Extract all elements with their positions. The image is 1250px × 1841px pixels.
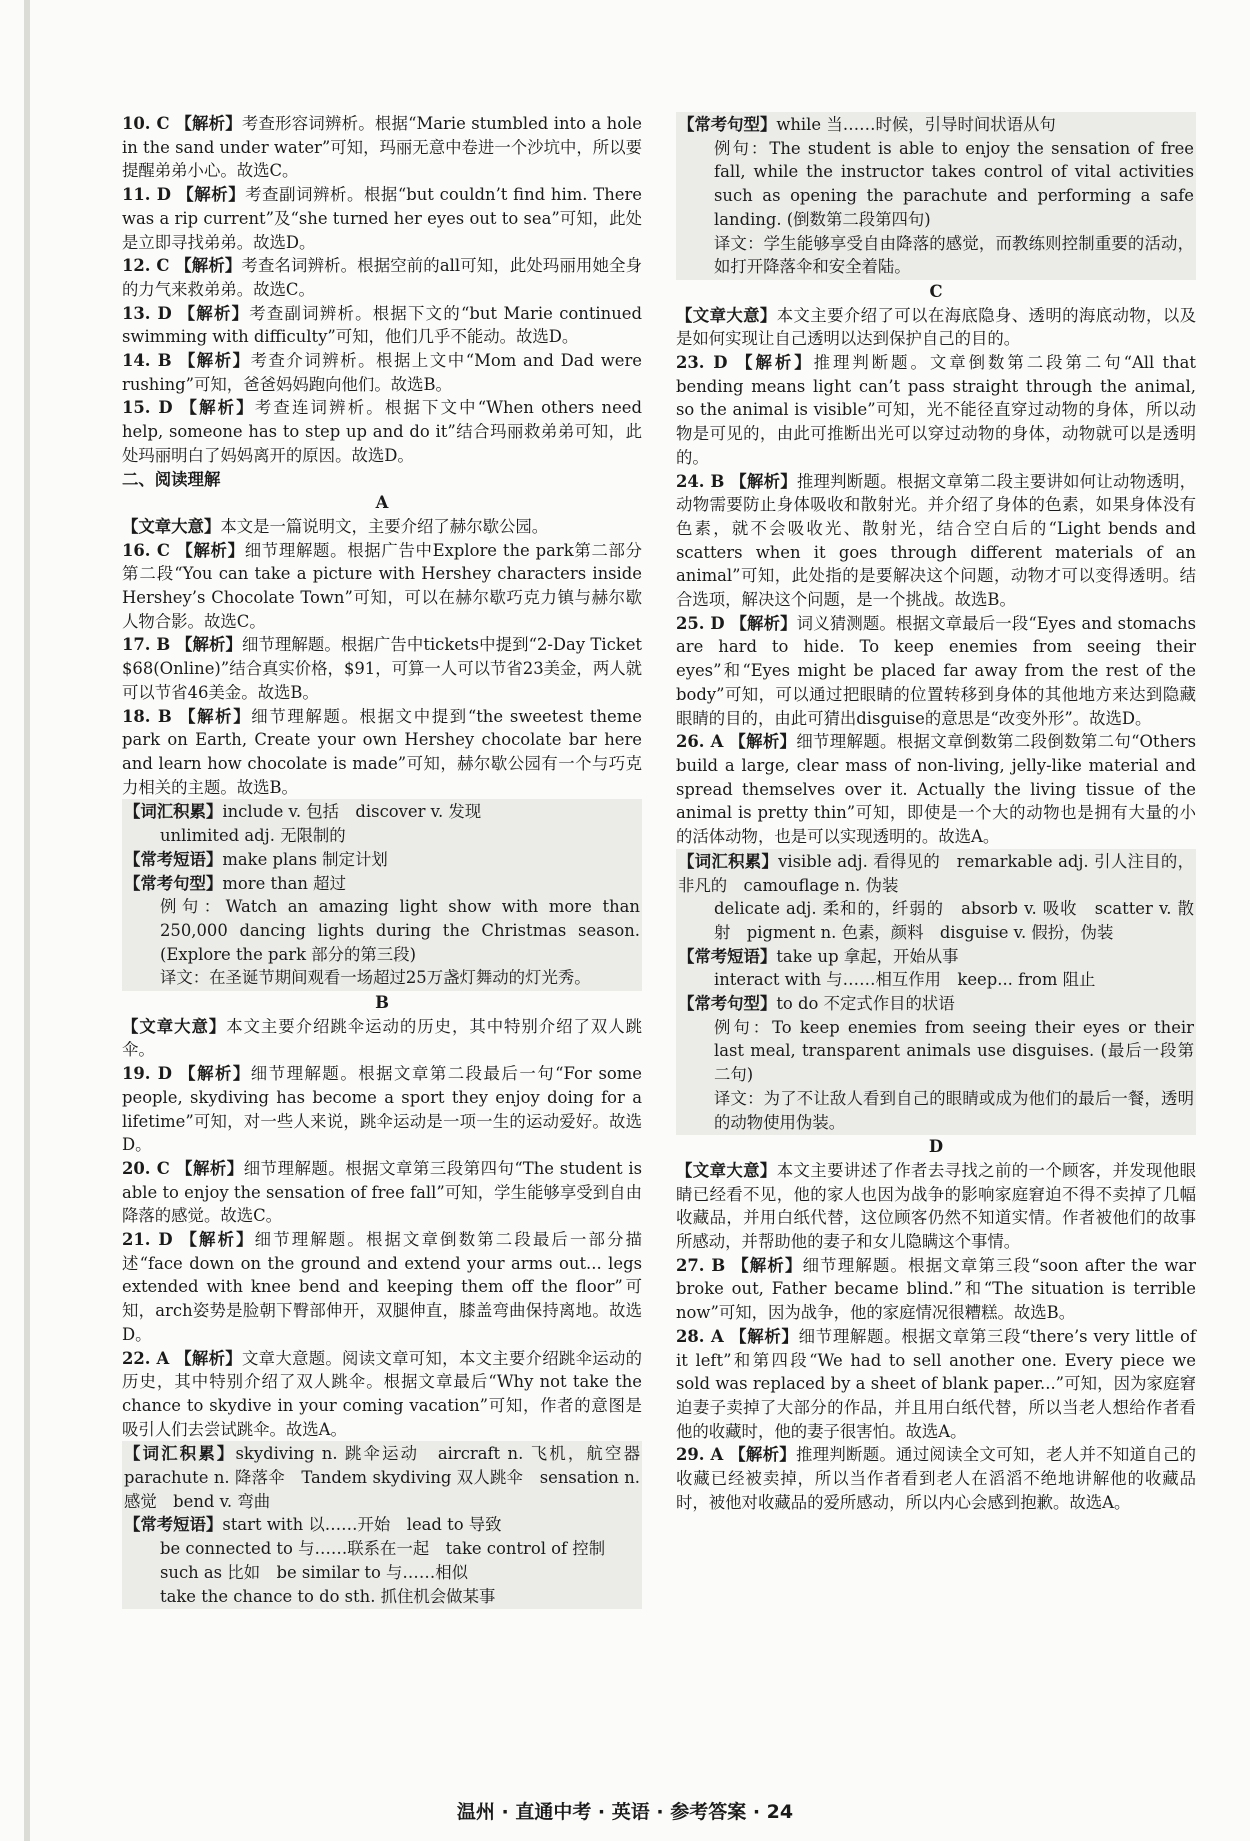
vocab-line [124, 1513, 640, 1537]
section-tag: 【解析】 [730, 1326, 799, 1346]
answer-item [676, 1254, 1196, 1325]
vocab-line [678, 968, 1194, 992]
answer-item [122, 539, 642, 634]
section-tag: 【解析】 [175, 1348, 242, 1368]
section-tag: 【解析】 [730, 613, 797, 633]
vocab-text: skydiving n. 跳伞运动 aircraft n. 飞机，航空器 parachute n. 降落伞 Tandem skydiving 双人跳伞 sensation n. 感觉 bend v. 弯曲 [124, 1444, 657, 1511]
answer-item [122, 633, 642, 704]
vocab-text: be connected to 与……联系在一起 take control of 控制 [160, 1539, 606, 1559]
section-tag: 【解析】 [729, 732, 797, 752]
vocab-text: start with 以……开始 lead to 导致 [222, 1515, 502, 1535]
question-number: 17. B [122, 635, 176, 655]
question-number: 28. A [676, 1326, 731, 1346]
answer-item [122, 515, 642, 539]
page-footer: 温州 · 直通中考 · 英语 · 参考答案 · 24 [456, 1801, 794, 1823]
section-heading: 二、阅读理解 [122, 469, 221, 489]
question-number: 22. A [122, 1348, 176, 1368]
vocab-line [678, 850, 1194, 897]
section-tag: 【解析】 [175, 635, 242, 655]
answer-text: 细节理解题。根据文中提到“the sweetest theme park on Earth, Create your own Hershey chocolate bar here and learn how chocolate is made”可知，赫尔歇公园有一个与巧克力相关的主题。故选B。 [122, 706, 642, 797]
question-number: 26. A [676, 732, 730, 752]
vocab-tag: 【词汇积累】 [124, 1444, 236, 1464]
answer-item [676, 304, 1196, 351]
vocab-text: such as 比如 be similar to 与……相似 [160, 1562, 468, 1582]
answer-item [122, 112, 642, 183]
vocab-text: 译文：在圣诞节期间观看一场超过25万盏灯舞动的灯光秀。 [160, 968, 591, 988]
section-tag: 【解析】 [179, 706, 252, 726]
answer-item [676, 1325, 1196, 1444]
vocab-line [678, 945, 1194, 969]
question-number: 21. D [122, 1230, 181, 1250]
answer-text: 细节理解题。根据广告中Explore the park第二部分第二段“You can take a picture with Hershey characters inside Hershey’s Chocolate Town”可知，可以在赫尔歇巧克力镇与赫尔歇人物合影。故选C。 [122, 540, 643, 631]
question-number: 25. D [676, 613, 731, 633]
section-tag: 【解析】 [177, 185, 246, 205]
vocab-tag: 【常考句型】 [678, 994, 777, 1014]
section-tag: 【解析】 [180, 398, 255, 418]
question-number: 27. B [676, 1255, 733, 1275]
answer-item [122, 254, 642, 301]
answer-item [676, 612, 1196, 731]
answer-item [676, 351, 1196, 470]
vocab-line [124, 895, 640, 966]
section-tag: 【解析】 [729, 1445, 796, 1465]
section-tag: 【解析】 [179, 1064, 251, 1084]
section-tag: 【文章大意】 [122, 516, 221, 536]
vocab-line [124, 848, 640, 872]
answer-text: 本文主要介绍跳伞运动的历史，其中特别介绍了双人跳伞。 [122, 1016, 643, 1060]
section-tag: 【解析】 [176, 540, 245, 560]
section-tag: 【文章大意】 [676, 1160, 777, 1180]
vocab-line [124, 1561, 640, 1585]
right-column [676, 112, 1196, 1514]
vocab-text: to do 不定式作目的状语 [776, 994, 955, 1014]
vocab-tag: 【词汇积累】 [124, 802, 223, 822]
vocab-text: 译文：为了不让敌人看到自己的眼睛或成为他们的最后一餐，透明的动物使用伪装。 [714, 1088, 1194, 1132]
question-number: 18. B [122, 706, 180, 726]
section-tag: 【文章大意】 [676, 305, 777, 325]
answer-item [676, 470, 1196, 612]
section-tag: 【解析】 [175, 256, 242, 276]
section-tag: 【解析】 [175, 114, 242, 133]
vocab-text: 例句：To keep enemies from seeing their eyes or their last meal, transparent animals use disguises. (最后一段第二句) [714, 1017, 1194, 1085]
answer-text: 本文是一篇说明文，主要介绍了赫尔歇公园。 [220, 516, 549, 536]
vocab-line [678, 897, 1194, 944]
vocabulary-box [122, 799, 642, 991]
vocabulary-box [676, 849, 1196, 1135]
section-tag: 【解析】 [178, 351, 251, 371]
vocab-tag: 【常考句型】 [678, 115, 777, 134]
vocab-tag: 【常考句型】 [124, 873, 223, 893]
vocab-line [124, 966, 640, 990]
vocab-line [124, 824, 640, 848]
answer-text: 考查副词辨析。根据下文的“but Marie continued swimming with difficulty”可知，他们几乎不能动。故选D。 [122, 303, 642, 347]
vocab-text: more than 超过 [222, 873, 346, 893]
vocab-line [124, 1442, 657, 1513]
vocab-line [678, 1016, 1194, 1087]
vocab-text: unlimited adj. 无限制的 [160, 826, 346, 846]
question-number: 29. A [676, 1445, 730, 1465]
section-tag: 【解析】 [732, 1255, 803, 1275]
vocab-text: take up 拿起，开始从事 [776, 946, 959, 966]
answer-item [122, 396, 642, 467]
section-tag: 【文章大意】 [122, 1016, 227, 1036]
answer-text: 考查连词辨析。根据下文中“When others need help, someone has to step up and do it”结合玛丽救弟弟可知，此处玛丽明白了妈妈离开的原因。故选D。 [122, 398, 642, 465]
section-tag: 【解析】 [178, 303, 250, 323]
answer-item [676, 730, 1196, 849]
answer-text: 细节理解题。根据文章第二段最后一句“For some people, skydiving has become a sport they enjoy doing for a lifetime”可知，对一些人来说，跳伞运动是一项一生的运动爱好。故选D。 [122, 1064, 642, 1155]
answer-item [122, 1347, 642, 1442]
vocab-text: 译文：学生能够享受自由降落的感觉，而教练则控制重要的活动，如打开降落伞和安全着陆。 [714, 233, 1194, 277]
vocab-line [124, 1537, 640, 1561]
section-tag: 【解析】 [176, 1158, 244, 1178]
answer-text: 文章大意题。阅读文章可知，本文主要介绍跳伞运动的历史，其中特别介绍了双人跳伞。根据文章最后“Why not take the chance to skydive in your coming vacation”可知，作者的意图是吸引人们去尝试跳伞。故选A。 [122, 1348, 643, 1439]
binding-edge [24, 0, 30, 1841]
answer-text: 考查副词辨析。根据“but couldn’t find him. There was a rip current”及“she turned her eyes out to sea”可知，此处是立即寻找弟弟。故选D。 [122, 185, 642, 252]
question-number: 12. C [122, 256, 176, 276]
answer-text: 细节理解题。根据文章第三段“there’s very little of it left”和第四段“We had to sell another one. Every piece we sold was replaced by a sheet of blank paper...”可知，因为家庭窘迫妻子卖掉了大部分的作品，并且用白纸代替，所以当老人想给作者看他的收藏时，他的妻子很害怕。故选A。 [676, 1326, 1196, 1441]
answer-item [676, 1443, 1196, 1514]
answer-item [122, 1228, 642, 1347]
answer-item [122, 705, 642, 800]
answer-text: 本文主要介绍了可以在海底隐身、透明的海底动物，以及是如何实现让自己透明以达到保护自己的目的。 [676, 305, 1197, 349]
question-number: 19. D [122, 1064, 180, 1084]
answer-text: 推理判断题。根据文章第二段主要讲如何让动物透明，动物需要防止身体吸收和散射光。并介绍了身体的色素，如果身体没有色素，就不会吸收光、散射光，结合空白后的“Light bends and scatters when it goes through different materials of an animal”可知，此处指的是要解决这个问题，动物才可以变得透明。结合选项，解决这个问题，是一个挑战。故选B。 [676, 471, 1197, 610]
answer-item [122, 302, 642, 349]
answer-text: 考查介词辨析。根据上文中“Mom and Dad were rushing”可知，爸爸妈妈跑向他们。故选B。 [122, 351, 642, 394]
answer-item [676, 1159, 1196, 1254]
vocab-tag: 【常考短语】 [124, 1515, 223, 1535]
question-number: 16. C [122, 540, 177, 560]
answer-text: 细节理解题。根据文章倒数第二段最后一部分描述“face down on the ground and extend your arms out... legs extended with knee bend and keeping them off the floor”可知，arch姿势是脸朝下臀部伸开，双腿伸直，膝盖弯曲保持离地。故选D。 [122, 1230, 643, 1344]
answer-text: 细节理解题。根据文章第三段“soon after the war broke out, Father became blind.”和“The situation is terrible now”可知，因为战争，他的家庭情况很糟糕。故选B。 [676, 1255, 1196, 1323]
vocab-line [678, 1087, 1194, 1134]
question-number: 14. B [122, 351, 179, 371]
section-tag: 【解析】 [736, 353, 814, 373]
passage-letter: D [928, 1137, 944, 1157]
vocab-text: delicate adj. 柔和的，纤弱的 absorb v. 吸收 scatter v. 散射 pigment n. 色素，颜料 disguise v. 假扮，伪装 [714, 899, 1194, 942]
vocabulary-box [676, 112, 1196, 280]
answer-text: 推理判断题。文章倒数第二段第二句“All that bending means light can’t pass straight through the animal, so the animal is visible”可知，光不能径直穿过动物的身体，所以动物是可见的，由此可推断出光可以穿过动物的身体，动物就可以是透明的。 [676, 353, 1196, 467]
vocab-tag: 【常考短语】 [124, 849, 223, 869]
vocab-tag: 【常考短语】 [678, 946, 777, 966]
vocab-text: interact with 与……相互作用 keep... from 阻止 [714, 970, 1096, 990]
question-number: 20. C [122, 1158, 177, 1178]
vocab-line [678, 113, 1194, 137]
answer-text: 细节理解题。根据文章倒数第二段倒数第二句“Others build a large, clear mass of non-living, jelly-like material and spread themselves over it. Actually the living tissue of the animal is pretty thin”可知，即使是一个大的动物也是拥有大量的小的活体动物，也是可以实现透明的。故选A。 [676, 732, 1197, 847]
answer-item [122, 1062, 642, 1157]
answer-text: 本文主要讲述了作者去寻找之前的一个顾客，并发现他眼睛已经看不见，他的家人也因为战争的影响家庭窘迫不得不卖掉了几幅收藏品，并用白纸代替，这位顾客仍然不知道实情。作者被他们的故事所感动，并帮助他的妻子和女儿隐瞒这个事情。 [676, 1160, 1197, 1252]
question-number: 11. D [122, 185, 178, 205]
vocab-tag: 【词汇积累】 [678, 851, 779, 871]
question-number: 13. D [122, 303, 179, 323]
answer-text: 词义猜测题。根据文章最后一段“Eyes and stomachs are hard to hide. To keep enemies from seeing their eyes”和“Eyes might be placed far away from the rest of the body”可知，可以通过把眼睛的位置转移到身体的其他地方来达到隐藏眼睛的目的，由此可猜出disguise的意思是“改变外形”。故选D。 [676, 613, 1196, 728]
left-column [122, 112, 657, 1609]
answer-item [122, 1015, 642, 1062]
passage-letter: A [375, 493, 389, 513]
vocab-line [678, 232, 1194, 279]
question-number: 23. D [676, 353, 737, 373]
vocab-text: 例句：Watch an amazing light show with more than 250,000 dancing lights during the Christmas season. (Explore the park 部分的第三段) [160, 897, 640, 964]
vocab-text: while 当……时候，引导时间状语从句 [776, 115, 1056, 134]
answer-text: 细节理解题。根据广告中tickets中提到“2-Day Ticket $68(Online)”结合真实价格，$91，可算一人可以节省23美金，两人就可以节省46美金。故选B。 [122, 635, 642, 702]
question-number: 10. C [122, 114, 176, 133]
answer-item [122, 1157, 642, 1228]
vocab-line [124, 1585, 640, 1609]
answer-item [122, 349, 642, 396]
vocab-line [678, 992, 1194, 1016]
vocab-text: 例句：The student is able to enjoy the sensation of free fall, while the instructor takes control of vital activities such as opening the parachute and performing a safe landing. (倒数第二段第四句) [714, 138, 1194, 229]
answer-text: 细节理解题。根据文章第三段第四句“The student is able to enjoy the sensation of free fall”可知，学生能够享受到自由降落的感觉。故选C。 [122, 1158, 643, 1226]
vocab-text: make plans 制定计划 [222, 849, 388, 869]
passage-letter: B [375, 993, 389, 1013]
vocab-line [678, 137, 1194, 232]
vocab-text: include v. 包括 discover v. 发现 [222, 802, 482, 822]
question-number: 15. D [122, 398, 181, 418]
vocab-text: take the chance to do sth. 抓住机会做某事 [160, 1586, 496, 1606]
vocabulary-box [122, 1441, 657, 1609]
passage-letter: C [929, 281, 943, 301]
section-tag: 【解析】 [180, 1230, 255, 1250]
vocab-text: visible adj. 看得见的 remarkable adj. 引人注目的，非凡的 camouflage n. 伪装 [678, 851, 1194, 895]
vocab-line [124, 872, 640, 896]
section-tag: 【解析】 [730, 471, 797, 491]
answer-text: 考查形容词辨析。根据“Marie stumbled into a hole in the sand under water”可知，玛丽无意中卷进一个沙坑中，所以要提醒弟弟小心。故选C。 [122, 114, 642, 181]
question-number: 24. B [676, 471, 731, 491]
answer-text: 考查名词辨析。根据空前的all可知，此处玛丽用她全身的力气来救弟弟。故选C。 [122, 256, 642, 299]
answer-item [122, 183, 642, 254]
answer-text: 推理判断题。通过阅读全文可知，老人并不知道自己的收藏已经被卖掉，所以当作者看到老人在滔滔不绝地讲解他的收藏品时，被他对收藏品的爱所感动，所以内心会感到抱歉。故选A。 [676, 1445, 1197, 1512]
vocab-line [124, 800, 640, 824]
